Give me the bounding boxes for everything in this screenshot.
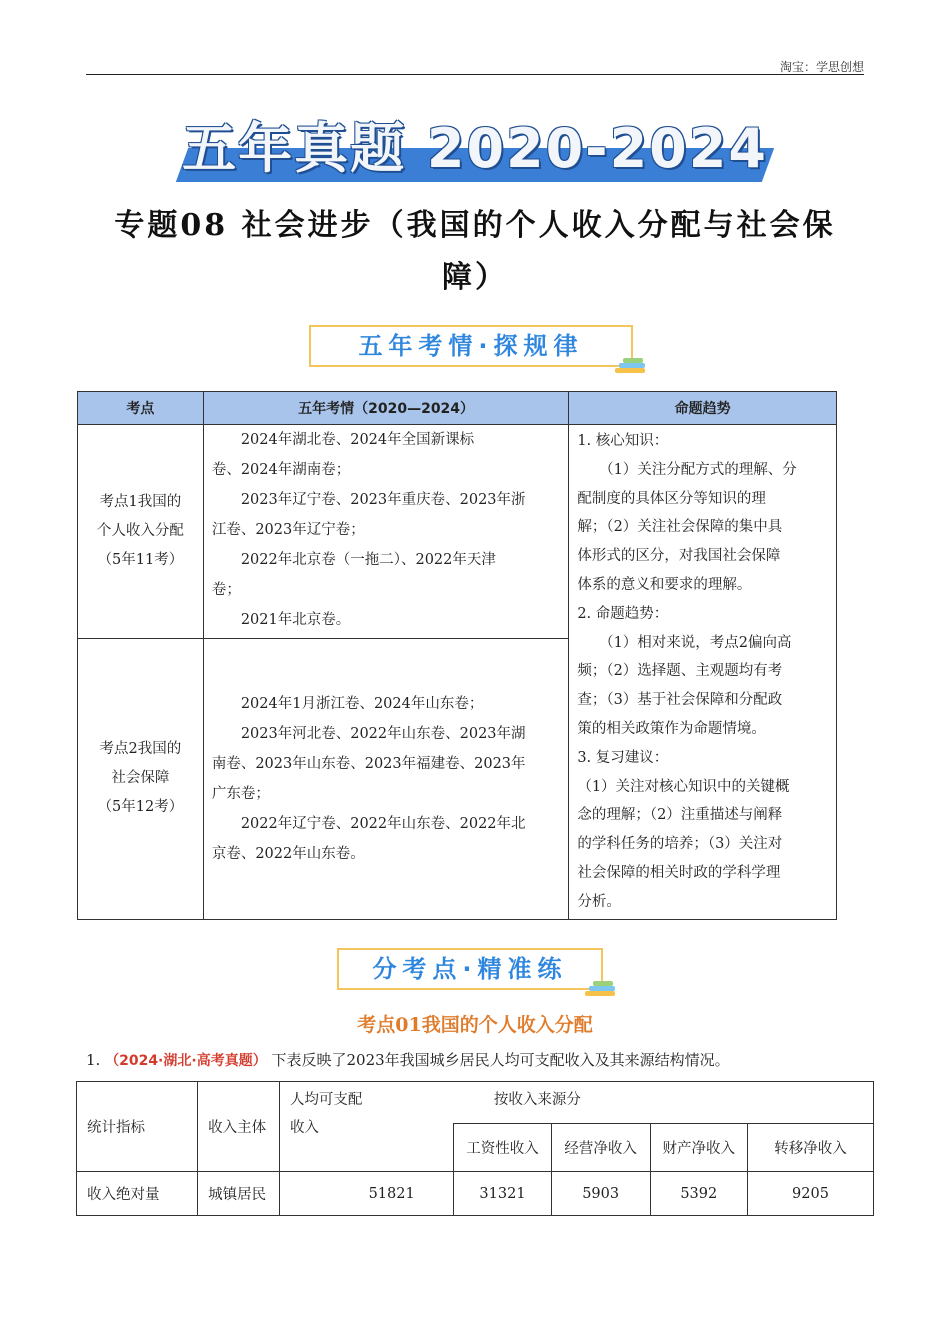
kaoqing-line: 卷； [211,582,241,598]
trend-line: 体形式的区分，对我国社会保障 [577,548,781,565]
trend-line: 频；（2）选择题、主观题均有考 [577,663,783,680]
header-trend: 命题趋势 [569,392,837,425]
kaodian-line: （5年11考） [97,551,184,568]
header-per-capita-line: 收入 [289,1120,319,1136]
kaoqing-line: 江卷、2023年辽宁卷； [211,522,365,538]
header-source: 财产净收入 [650,1124,747,1172]
trend-line: 3. 复习建议： [577,749,669,766]
kaodian-line: 个人收入分配 [96,522,184,539]
trend-line: 配制度的具体区分等知识的理 [577,490,766,507]
kaoqing-line: 2024年1月浙江卷、2024年山东卷； [240,695,484,712]
section-heading-practice [337,948,603,990]
page-title-line1: 专题08 社会进步（我国的个人收入分配与社会保 [114,208,836,243]
header-by-source [454,1082,874,1124]
banner-text: 五年真题 2020-2024 [182,117,768,180]
trend-line: （1）关注分配方式的理解、分 [599,461,797,478]
books-icon [615,355,649,373]
kaoqing-line: 卷、2024年湖南卷； [211,462,351,478]
books-icon [585,978,619,996]
page-title-line2: 障） [442,260,508,295]
trend-line: 策的相关政策作为命题情境。 [577,720,766,737]
row-value: 51821 [279,1172,453,1216]
kaoqing-line: 2021年北京卷。 [240,612,351,628]
kaodian-line: 考点1我国的 [99,493,182,510]
trend-cell [569,425,837,920]
trend-line: 分析。 [577,893,621,910]
table-header-row [78,392,837,425]
section-heading-trends-label: 五年考情·探规律 [358,332,584,360]
kaoqing-line: 2022年辽宁卷、2022年山东卷、2022年北 [240,815,526,832]
header-source: 经营净收入 [551,1124,650,1172]
page-title [90,200,860,304]
header-tag: 淘宝：学思创想 [779,60,864,74]
kaoqing-line: 2024年湖北卷、2024年全国新课标 [240,432,475,448]
question-number: 1. [86,1051,101,1069]
header-source: 转移净收入 [747,1124,873,1172]
trend-line: 1. 核心知识： [577,433,669,449]
trend-line: 2. 命题趋势： [577,605,669,622]
trend-line: 社会保障的相关时政的学科学理 [577,864,781,881]
trend-line: 体系的意义和要求的理解。 [577,576,752,593]
header-rule [86,74,864,75]
kaoqing-line: 2022年北京卷（一拖二）、2022年天津 [240,552,496,568]
header-by-source-label: 按收入来源分 [493,1092,581,1108]
row-value: 5903 [551,1172,650,1216]
kaoqing-line: 2023年辽宁卷、2023年重庆卷、2023年浙 [240,492,526,508]
kaoqing-line: 2023年河北卷、2022年山东卷、2023年湖 [240,725,526,742]
trend-line: （1）相对来说，考点2偏向高 [599,634,792,651]
question-1 [86,1049,730,1072]
banner [182,118,768,184]
income-table [76,1081,874,1216]
kaoqing-line: 京卷、2022年山东卷。 [211,845,365,862]
table-row [77,1172,874,1216]
question-text: 下表反映了2023年我国城乡居民人均可支配收入及其来源结构情况。 [271,1051,730,1069]
trend-line: （1）关注对核心知识中的关键概 [577,778,790,795]
kaoqing-cell [203,638,569,919]
header-indicator: 统计指标 [77,1082,198,1172]
kaodian-line: （5年12考） [97,799,184,816]
header-subject: 收入主体 [198,1082,280,1172]
header-source: 工资性收入 [454,1124,551,1172]
table-row [78,425,837,639]
exam-overview-table [77,391,837,920]
kaoqing-line: 南卷、2023年山东卷、2023年福建卷、2023年 [211,755,526,772]
kaodian-cell [78,425,204,639]
question-source: （2024·湖北·高考真题） [105,1053,267,1069]
header-kaodian: 考点 [78,392,204,425]
trend-line: 查；（3）基于社会保障和分配政 [577,692,783,709]
kaodian-line: 社会保障 [111,770,170,787]
header-kaoqing: 五年考情（2020—2024） [203,392,569,425]
kaoqing-line: 广东卷； [211,785,270,802]
row-value: 9205 [747,1172,873,1216]
section-heading-trends [309,325,633,367]
trend-line: 的学科任务的培养；（3）关注对 [577,836,783,853]
header-per-capita [279,1082,453,1172]
row-value: 31321 [454,1172,551,1216]
row-value: 5392 [650,1172,747,1216]
table-header-row [77,1082,874,1124]
section-heading-practice-label: 分考点·精准练 [372,955,568,983]
topic-subtitle: 考点01我国的个人收入分配 [357,1014,593,1036]
kaoqing-cell [203,425,569,639]
header-per-capita-line: 人均可支配 [289,1092,363,1108]
row-indicator: 收入绝对量 [77,1172,198,1216]
row-subject: 城镇居民 [198,1172,280,1216]
trend-line: 解；（2）关注社会保障的集中具 [577,519,783,536]
kaodian-cell [78,638,204,919]
trend-line: 念的理解；（2）注重描述与阐释 [577,807,783,824]
kaodian-line: 考点2我国的 [99,741,182,758]
